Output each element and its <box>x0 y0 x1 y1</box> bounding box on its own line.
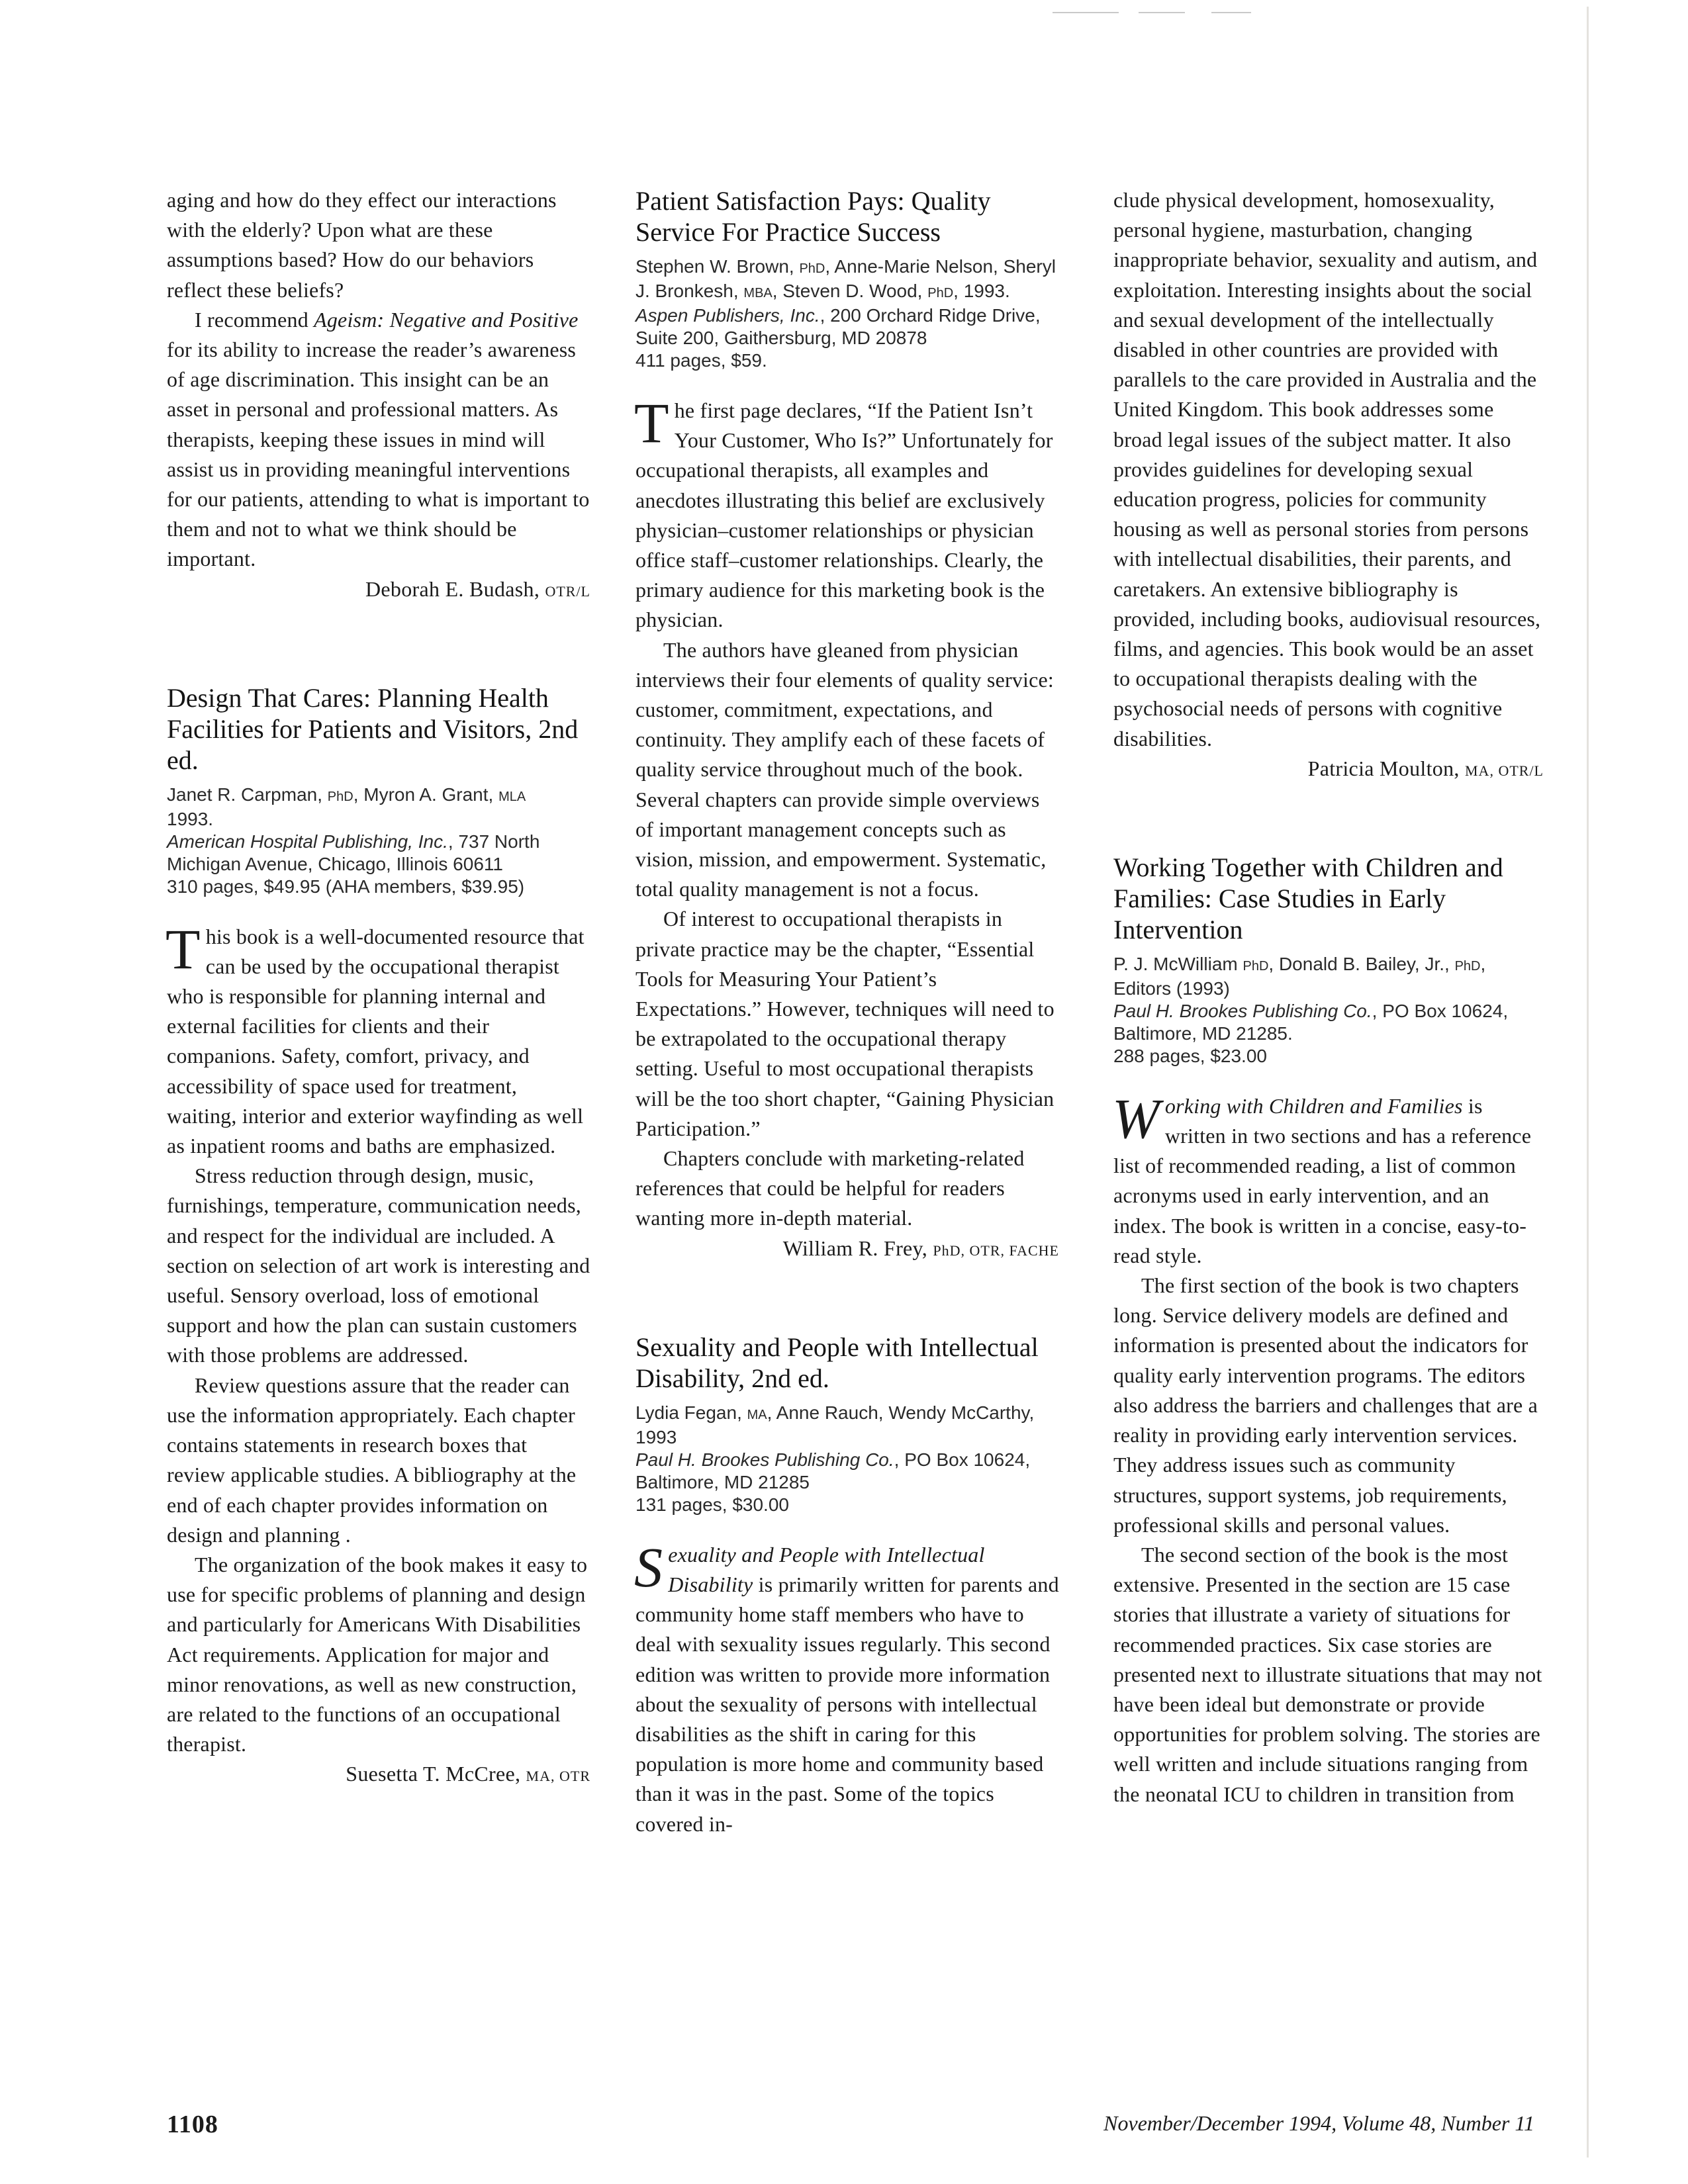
book-title-italic: Sexuality and People with Intellectual Disability <box>634 1535 985 1599</box>
review-paragraph: The first section of the book is two chapters long. Service delivery models are defined and information is presented about the indicators for quality early intervention programs. The editors also address the barriers and challenges that are a reality in providing early intervention services. They address issues such as community structures, support systems, job requirements, professional skills and personal values. <box>1113 1273 1538 1537</box>
review-paragraph: Stress reduction through design, music, furnishings, temperature, communication needs, and respect for the individual are included. A section on selection of art work is interesting and useful. Sensory overload, loss of emotional support and how the plan can sustain customers with those problems are addressed. <box>167 1163 590 1367</box>
review-paragraph: Chapters conclude with marketing-related references that could be helpful for readers wanting more in-depth material. <box>635 1146 1025 1230</box>
column-middle <box>635 185 1059 1839</box>
review-paragraph: Review questions assure that the reader can use the information appropriately. Each chapter contains statements in research boxes that review applicable studies. A bibliography at the end of each chapter provides information on design and planning . <box>167 1373 577 1547</box>
review-patient-satisfaction-pays <box>635 185 1059 1265</box>
reviewer-signature: William R. Frey, PhD, OTR, FACHE <box>782 1236 1059 1260</box>
review-citation: Lydia Fegan, MA, Anne Rauch, Wendy McCarthy, 1993 Paul H. Brookes Publishing Co., PO Box 10624, Baltimore, MD 21285 131 pages, $30.00 <box>635 1402 1035 1515</box>
review-paragraph: The second section of the book is the most extensive. Presented in the section are 15 case stories that illustrate a variety of situations for recommended practices. Six case stories are presented next to illustrate situations that may not have been ideal but demonstrate or provide opportunities for problem solving. The stories are well written and include situations ranging from the neonatal ICU to children in transition from <box>1113 1542 1542 1806</box>
review-paragraph: This book is a well-documented resource that can be used by the occupational therapist who is responsible for planning internal and external facilities for clients and their companions. Safety, comfort, privacy, and accessibility of space used for treatment, waiting, interior and exterior wayfinding as well as inpatient rooms and baths are emphasized. <box>165 917 585 1158</box>
scan-artifact <box>1211 12 1251 13</box>
review-design-that-cares <box>167 682 590 1792</box>
review-paragraph: Working with Children and Families is written in two sections and has a reference list of recommended reading, a list of common acronyms used in early intervention, and an index. The book is written in a concise, easy-to-read style. <box>1112 1086 1532 1267</box>
review-paragraph: Of interest to occupational therapists in private practice may be the chapter, “Essential Tools for Measuring Your Patient’s Expectations.” However, techniques will need to be extrapolated to the occupational therapy setting. Useful to most occupational therapists will be the too short chapter, “Gaining Physician Participation.” <box>635 907 1055 1140</box>
review-working-together <box>1113 852 1544 1809</box>
page-number: 1108 <box>167 2111 218 2138</box>
review-sexuality-and-people <box>635 1332 1059 1839</box>
scan-artifact <box>1139 12 1185 13</box>
book-title-italic: Ageism: Negative and Positive <box>314 307 579 332</box>
review-citation: P. J. McWilliam PhD, Donald B. Bailey, Jr., PhD, Editors (1993) Paul H. Brookes Publishing Co., PO Box 10624, Baltimore, MD 21285. 288 pages, $23.00 <box>1113 953 1509 1066</box>
review-citation: Janet R. Carpman, PhD, Myron A. Grant, MLA 1993. American Hospital Publishing, Inc., 737 North Michigan Avenue, Chicago, Illinois 60611 310 pages, $49.95 (AHA members, $39.95) <box>167 784 540 897</box>
issue-footer: November/December 1994, Volume 48, Number 11 <box>1103 2111 1534 2135</box>
review-continuation-paragraph: clude physical development, homosexuality, personal hygiene, masturbation, changing inappropriate behavior, sexuality and autism, and exploitation. Interesting insights about the social and sexual development of the intellectually disabled in other countries are provided with parallels to the care provided in Australia and the United Kingdom. This book addresses some broad legal issues of the subject matter. It also provides guidelines for developing sexual education progress, policies for community housing as well as personal stories from persons with intellectual disabilities, their parents, and caretakers. An extensive bibliography is provided, including books, audiovisual resources, films, and agencies. This book would be an asset to occupational therapists dealing with the psychosocial needs of persons with cognitive disabilities. <box>1113 188 1541 751</box>
column-left <box>167 185 590 1791</box>
review-paragraph: The organization of the book makes it easy to use for specific problems of planning and design and particularly for Americans With Disabilities Act requirements. Application for major and minor renovations, as well as new construction, are related to the functions of an occupational therapist. <box>167 1552 588 1756</box>
book-title-italic: Working with Children and Families <box>1112 1086 1463 1150</box>
review-paragraph: Sexuality and People with Intellectual Disability is primarily written for parents and community home staff members who have to deal with sexuality issues regularly. This second edition was written to provide more information about the sexuality of persons with intellectual disabilities as the shift in caring for this population is more home and community based than it was in the past. Some of the topics covered in- <box>634 1535 1059 1836</box>
review-title: Patient Satisfaction Pays: Quality Service For Practice Success <box>635 186 991 247</box>
review-citation: Stephen W. Brown, PhD, Anne-Marie Nelson, Sheryl J. Bronkesh, MBA, Steven D. Wood, PhD, 1993. Aspen Publishers, Inc., 200 Orchard Ridge Drive, Suite 200, Gaithersburg, MD 20878 411 pages, $59. <box>635 256 1056 371</box>
review-title: Working Together with Children and Families: Case Studies in Early Intervention <box>1113 852 1503 944</box>
review-title: Design That Cares: Planning Health Facilities for Patients and Visitors, 2nd ed. <box>167 682 579 775</box>
reviewer-signature: Patricia Moulton, MA, OTR/L <box>1307 756 1544 780</box>
review-continuation-paragraph: aging and how do they effect our interactions with the elderly? Upon what are these assumptions based? How do our behaviors reflect these beliefs? <box>167 188 557 302</box>
review-title: Sexuality and People with Intellectual Disability, 2nd ed. <box>635 1332 1039 1393</box>
scan-artifact <box>1053 12 1119 13</box>
review-paragraph: The first page declares, “If the Patient Isn’t Your Customer, Who Is?” Unfortunately for occupational therapists, all examples and anecdotes illustrating this belief are exclusively physician–customer relationships or physician office staff–customer relationships. Clearly, the primary audience for this marketing book is the physician. <box>634 391 1053 632</box>
scan-edge-line <box>1587 7 1589 2158</box>
reviewer-signature: Deborah E. Budash, OTR/L <box>365 576 590 601</box>
column-right <box>1113 185 1544 1809</box>
review-paragraph: I recommend Ageism: Negative and Positive for its ability to increase the reader’s awareness of age discrimination. This insight can be an asset in personal and professional matters. As therapists, keeping these issues in mind will assist us in providing meaningful interventions for our patients, attending to what is important to them and not to what we think should be important. <box>167 307 590 571</box>
review-paragraph: The authors have gleaned from physician interviews their four elements of quality service: customer, commitment, expectations, and continuity. They amplify each of these facets of quality service throughout much of the book. Several chapters can provide simple overviews of important management concepts such as vision, mission, and empowerment. Systematic, total quality management is not a focus. <box>635 637 1055 901</box>
reviewer-signature: Suesetta T. McCree, MA, OTR <box>346 1762 590 1786</box>
